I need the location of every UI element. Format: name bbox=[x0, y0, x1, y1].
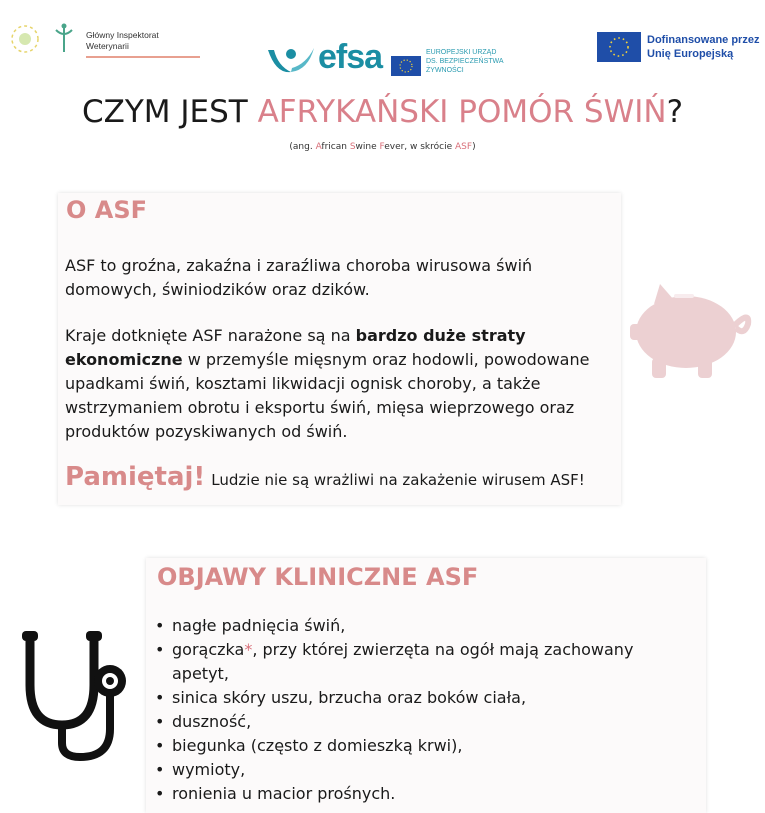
subtitle-a: A bbox=[315, 142, 322, 152]
giw-divider bbox=[86, 56, 200, 58]
title-suffix: ? bbox=[666, 94, 684, 130]
eu-flag-small-icon bbox=[391, 56, 421, 76]
eu-flag-icon bbox=[597, 32, 641, 62]
about-paragraph-2 bbox=[65, 324, 625, 444]
stethoscope-icon bbox=[10, 625, 140, 765]
giw-name bbox=[86, 30, 159, 52]
eu-funding-line2: Unię Europejską bbox=[647, 48, 734, 60]
page-title bbox=[0, 94, 765, 130]
symptom-fever-rest: , przy której zwierzęta na ogół mają zachowany apetyt, bbox=[172, 640, 634, 683]
symptom-item: • wymioty, bbox=[150, 758, 690, 782]
about-paragraph-1: ASF to groźna, zakaźna i zaraźliwa choroba wirusowa świń domowych, świniodzików oraz dzików. bbox=[65, 256, 533, 299]
remember-note bbox=[65, 462, 585, 492]
efsa-sub-line3: ŻYWNOŚCI bbox=[426, 67, 464, 74]
remember-label: Pamiętaj! bbox=[65, 462, 206, 492]
symptoms-list bbox=[150, 614, 690, 806]
subtitle-ever: ever, w skrócie bbox=[384, 142, 456, 152]
subtitle-wine: wine bbox=[355, 142, 380, 152]
subtitle-asf: ASF bbox=[455, 142, 473, 152]
eu-funding-line1: Dofinansowane przez bbox=[647, 34, 760, 46]
giw-name-line2: Weterynarii bbox=[86, 41, 129, 51]
symptom-item: • ronienia u macior prośnych. bbox=[150, 782, 690, 806]
eu-funding-text bbox=[647, 33, 759, 61]
about-heading: O ASF bbox=[66, 196, 148, 224]
subtitle-close: ) bbox=[472, 142, 476, 152]
efsa-sub-line1: EUROPEJSKI URZĄD bbox=[426, 49, 497, 56]
symptom-item: • nagłe padnięcia świń, bbox=[150, 614, 690, 638]
piggy-bank-icon bbox=[624, 280, 764, 380]
veterinary-emblem-icon bbox=[52, 22, 76, 56]
about-p2-bold: bardzo duże straty ekonomiczne bbox=[65, 326, 526, 369]
efsa-wave-icon bbox=[266, 42, 316, 76]
subtitle-s: S bbox=[349, 142, 356, 152]
remember-text: Ludzie nie są wrażliwi na zakażenie wirusem ASF! bbox=[211, 471, 585, 489]
symptoms-heading: OBJAWY KLINICZNE ASF bbox=[157, 563, 479, 591]
symptom-item: • duszność, bbox=[150, 710, 690, 734]
symptom-item: • biegunka (często z domieszką krwi), bbox=[150, 734, 690, 758]
title-prefix: CZYM JEST bbox=[81, 94, 258, 130]
giw-laurel-logo-icon bbox=[8, 22, 42, 56]
symptom-fever-star: * bbox=[244, 640, 253, 659]
efsa-logo-text: efsa bbox=[318, 38, 383, 76]
subtitle-rican: frican bbox=[321, 142, 350, 152]
giw-name-line1: Główny Inspektorat bbox=[86, 30, 159, 40]
about-p2-before: Kraje dotknięte ASF narażone są na bbox=[65, 326, 356, 345]
title-accent: AFRYKAŃSKI POMÓR ŚWIŃ bbox=[257, 94, 667, 130]
symptom-fever-label: gorączka bbox=[172, 640, 245, 659]
efsa-subtitle bbox=[426, 48, 504, 75]
efsa-sub-line2: DS. BEZPIECZEŃSTWA bbox=[426, 58, 504, 65]
page-subtitle bbox=[0, 142, 765, 152]
subtitle-f: F bbox=[379, 142, 385, 152]
symptom-item-fever bbox=[150, 638, 690, 686]
subtitle-open: (ang. bbox=[289, 142, 316, 152]
symptom-item: • sinica skóry uszu, brzucha oraz boków ciała, bbox=[150, 686, 690, 710]
about-p2-after: w przemyśle mięsnym oraz hodowli, powodowane upadkami świń, kosztami likwidacji ognisk choroby, a także wstrzymaniem obrotu i eksportu świń, mięsa wieprzowego oraz produktów pozyskiwanych od świń. bbox=[65, 350, 590, 441]
